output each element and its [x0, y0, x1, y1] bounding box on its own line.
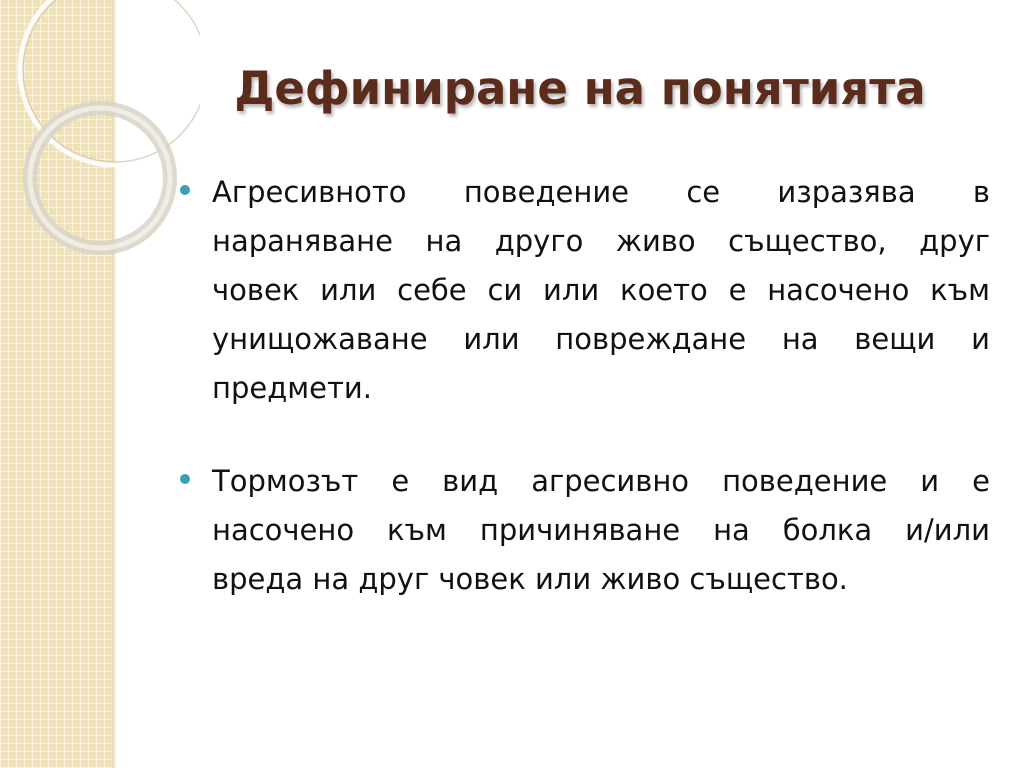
bullet-line: вреда на друг човек или живо същество. [212, 562, 848, 596]
bullet-line: Агресивното поведение се изразява в [212, 175, 990, 209]
bullet-line: предмети. [212, 371, 372, 405]
bullet-dot-icon [180, 185, 190, 195]
bullet-item-aggression [180, 168, 990, 413]
bullet-line: насочено към причиняване на болка и/или [212, 513, 990, 547]
decorative-rings [0, 0, 200, 260]
bullet-line: Тормозът е вид агресивно поведение и е [212, 464, 990, 498]
slide-title: Дефиниране на понятията [234, 62, 926, 115]
bullet-line: човек или себе си или което е насочено към [212, 273, 990, 307]
bullet-line: нараняване на друго живо същество, друг [212, 224, 990, 258]
bullet-list [180, 168, 990, 648]
bullet-line: унищожаване или повреждане на вещи и [212, 322, 990, 356]
bullet-item-bullying [180, 457, 990, 604]
bullet-dot-icon [180, 474, 190, 484]
decorative-ring-small-highlight [30, 108, 170, 248]
